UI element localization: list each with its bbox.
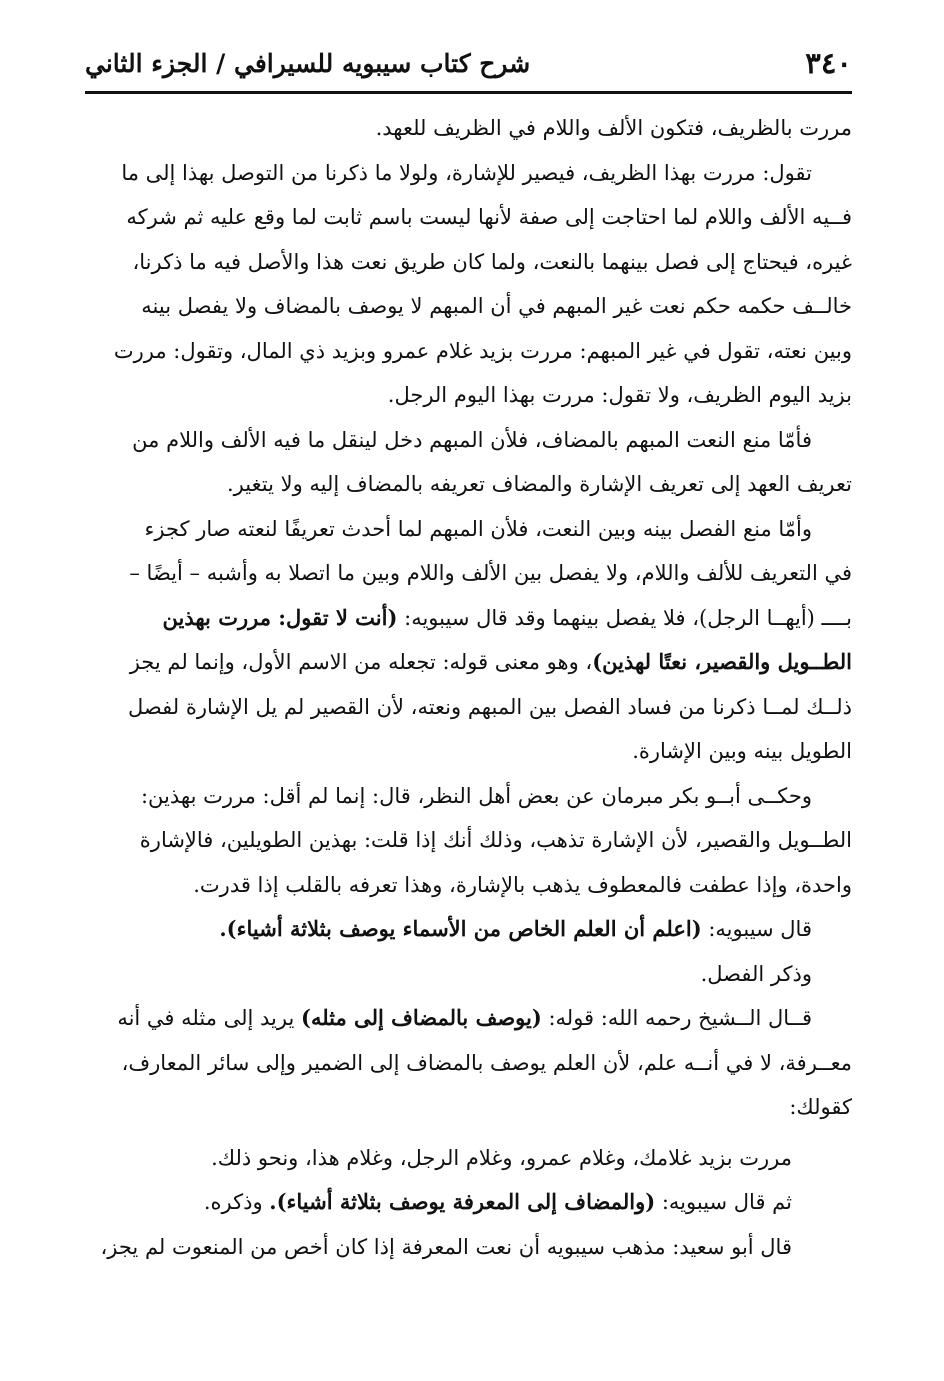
text-line xyxy=(85,729,852,774)
text-line xyxy=(85,774,852,819)
text-line xyxy=(85,863,852,908)
text-line xyxy=(85,373,852,418)
text-line xyxy=(85,106,852,151)
running-title: شرح كتاب سيبويه للسيرافي / الجزء الثاني xyxy=(85,48,531,78)
line-text: بزيد اليوم الظريف، ولا تقول: مررت بهذا اليوم الرجل. xyxy=(387,383,852,407)
text-line xyxy=(85,1225,852,1270)
text-line xyxy=(85,952,852,997)
text-line xyxy=(85,240,852,285)
line-text: ، وهو معنى قوله: تجعله من الاسم الأول، وإنما لم يجز xyxy=(129,650,593,674)
line-text: مررت بالظريف، فتكون الألف واللام في الظريف للعهد. xyxy=(375,116,852,140)
line-text: كقولك: xyxy=(789,1095,852,1119)
text-line xyxy=(85,284,852,329)
text-line xyxy=(85,1041,852,1086)
line-text: الطويل بينه وبين الإشارة. xyxy=(632,739,852,763)
text-line xyxy=(85,818,852,863)
line-text: وبين نعته، تقول في غير المبهم: مررت بزيد غلام عمرو وبزيد ذي المال، وتقول: مررت xyxy=(113,338,852,363)
page-number: ٣٤٠ xyxy=(805,46,852,80)
quotation-bold: (أنت لا تقول: مررت بهذين xyxy=(162,604,398,630)
text-line xyxy=(85,1136,852,1181)
line-text: في التعريف للألف واللام، ولا يفصل بين الألف واللام وبين ما اتصلا به وأشبه – أيضًا – xyxy=(129,561,852,585)
text-line xyxy=(85,996,852,1041)
line-text: فأمّا منع النعت المبهم بالمضاف، فلأن المبهم دخل لينقل ما فيه الألف واللام من xyxy=(132,427,812,452)
line-text: وأمّا منع الفصل بينه وبين النعت، فلأن المبهم لما أحدث تعريفًا لنعته صار كجزء xyxy=(144,516,812,541)
line-text: وحكــى أبــو بكر مبرمان عن بعض أهل النظر، قال: إنما لم أقل: مررت بهذين: xyxy=(140,783,812,808)
text-line xyxy=(85,195,852,240)
text-line xyxy=(85,551,852,596)
quotation-bold: (يوصف بالمضاف إلى مثله) xyxy=(301,1005,542,1030)
text-line xyxy=(85,329,852,374)
text-line xyxy=(85,151,852,196)
quotation-bold: (اعلم أن العلم الخاص من الأسماء يوصف بثلاثة أشياء). xyxy=(219,916,702,941)
line-text: بــــ (أيهــا الرجل)، فلا يفصل بينهما وقد قال سيبويه: xyxy=(404,605,852,630)
line-text: الطــويل والقصير، لأن الإشارة تذهب، وذلك أنك إذا قلت: بهذين الطويلين، فالإشارة xyxy=(139,828,852,852)
quotation-bold: الطــويل والقصير، نعتًا لهذين) xyxy=(592,649,852,674)
text-line xyxy=(85,685,852,730)
text-line xyxy=(85,1180,852,1225)
line-text: وذكر الفصل. xyxy=(700,961,812,986)
line-text: ذلــك لمــا ذكرنا من فساد الفصل بين المبهم ونعته، لأن القصير لم يل الإشارة لفصل xyxy=(128,694,852,719)
line-text: قال سيبويه: xyxy=(708,917,812,941)
line-text: خالــف حكمه حكم نعت غير المبهم في أن المبهم لا يوصف بالمضاف ولا يفصل بينه xyxy=(141,294,852,318)
text-line xyxy=(85,462,852,507)
line-text: تقول: مررت بهذا الظريف، فيصير للإشارة، ولولا ما ذكرنا من التوصل بهذا إلى ما xyxy=(121,160,812,185)
line-text: فــيه الألف واللام لما احتاجت إلى صفة لأنها ليست باسم ثابت لما وقع عليه ثم شركه xyxy=(126,205,852,229)
page-header xyxy=(85,38,852,88)
text-line xyxy=(85,907,852,952)
text-line xyxy=(85,640,852,685)
line-text: واحدة، وإذا عطفت فالمعطوف يذهب بالإشارة، وهذا تعرفه بالقلب إذا قدرت. xyxy=(193,872,852,897)
line-text: ثم قال سيبويه: xyxy=(661,1190,792,1214)
line-text: قال أبو سعيد: مذهب سيبويه أن نعت المعرفة إذا كان أخص من المنعوت لم يجز، xyxy=(100,1234,792,1259)
text-line xyxy=(85,1085,852,1130)
body-text xyxy=(85,106,852,1269)
line-text: مررت بزيد غلامك، وغلام عمرو، وغلام الرجل، وغلام هذا، ونحو ذلك. xyxy=(211,1145,792,1170)
line-text: قــال الــشيخ رحمه الله: قوله: xyxy=(548,1006,812,1030)
line-text: تعريف العهد إلى تعريف الإشارة والمضاف تعريفه بالمضاف إليه ولا يتغير. xyxy=(227,472,852,496)
quotation-bold: (والمضاف إلى المعرفة يوصف بثلاثة أشياء). xyxy=(269,1189,656,1214)
line-text: يريد إلى مثله في أنه xyxy=(117,1006,302,1030)
header-rule xyxy=(85,91,852,94)
text-line xyxy=(85,596,852,641)
text-line xyxy=(85,507,852,552)
line-text: وذكره. xyxy=(203,1190,270,1214)
text-line xyxy=(85,418,852,463)
line-text: غيره، فيحتاج إلى فصل بينهما بالنعت، ولما كان طريق نعت هذا والأصل فيه ما ذكرنا، xyxy=(132,249,852,274)
line-text: معــرفة، لا في أنــه علم، لأن العلم يوصف بالمضاف إلى الضمير وإلى سائر المعارف، xyxy=(121,1050,852,1075)
